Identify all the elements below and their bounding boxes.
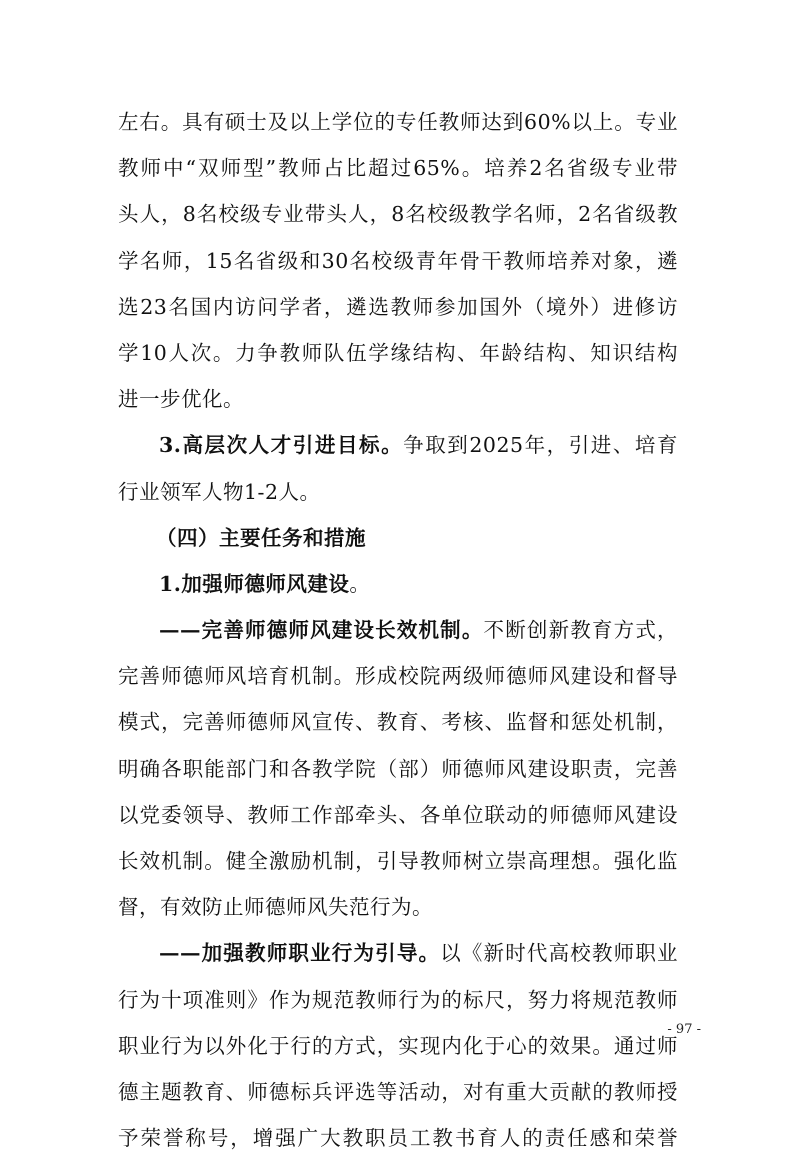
- target-text: 争取到2025年，引进、培育: [403, 433, 679, 458]
- text-line: 学10人次。力争教师队伍学缘结构、年龄结构、知识结构: [118, 340, 678, 365]
- page-number: - 97 -: [667, 1022, 701, 1037]
- body-text: [118, 99, 678, 1161]
- subsection-heading: 1.加强师德师风建设: [159, 571, 350, 596]
- measure-text: 不断创新教育方式，: [483, 618, 679, 643]
- text-line: 模式，完善师德师风宣传、教育、考核、监督和惩处机制，: [118, 710, 678, 735]
- text-line: 督，有效防止师德师风失范行为。: [118, 895, 433, 920]
- text-line: 行为十项准则》作为规范教师行为的标尺，努力将规范教师: [118, 987, 678, 1012]
- target-heading: 3.高层次人才引进目标。: [159, 433, 404, 458]
- text-line: 德主题教育、师德标兵评选等活动，对有重大贡献的教师授: [118, 1079, 678, 1104]
- text-line: 完善师德师风培育机制。形成校院两级师德师风建设和督导: [118, 664, 678, 689]
- section-heading: （四）主要任务和措施: [156, 525, 366, 550]
- text-line: 明确各职能部门和各教学院（部）师德师风建设职责，完善: [118, 756, 678, 781]
- text-line: 予荣誉称号，增强广大教职员工教书育人的责任感和荣誉: [118, 1126, 678, 1151]
- text-line: 选23名国内访问学者，遴选教师参加国外（境外）进修访: [118, 294, 678, 319]
- text-line: 头人，8名校级专业带头人，8名校级教学名师，2名省级教: [118, 202, 678, 227]
- text-line: 学名师，15名省级和30名校级青年骨干教师培养对象，遴: [118, 248, 678, 273]
- text-line: 长效机制。健全激励机制，引导教师树立崇高理想。强化监: [118, 849, 678, 873]
- measure-heading-line: [118, 930, 678, 976]
- measure-text: 以《新时代高校教师职业: [440, 941, 679, 966]
- text-line: 进一步优化。: [118, 387, 244, 412]
- subsection-punct: 。: [349, 571, 371, 596]
- text-line: 行业领军人物1-2人。: [118, 479, 321, 504]
- text-line: 职业行为以外化于行的方式，实现内化于心的效果。通过师: [118, 1033, 678, 1058]
- measure-heading-line: [118, 607, 678, 653]
- text-line: 教师中“双师型”教师占比超过65%。培养2名省级专业带: [118, 156, 678, 181]
- measure-heading: ——完善师德师风建设长效机制。: [159, 618, 484, 643]
- target-heading-line: [118, 422, 678, 468]
- measure-heading: ——加强教师职业行为引导。: [159, 941, 441, 966]
- text-line: 以党委领导、教师工作部牵头、各单位联动的师德师风建设: [118, 802, 678, 827]
- subsection-heading-line: [118, 561, 678, 607]
- text-line: 左右。具有硕士及以上学位的专任教师达到60%以上。专业: [118, 110, 678, 134]
